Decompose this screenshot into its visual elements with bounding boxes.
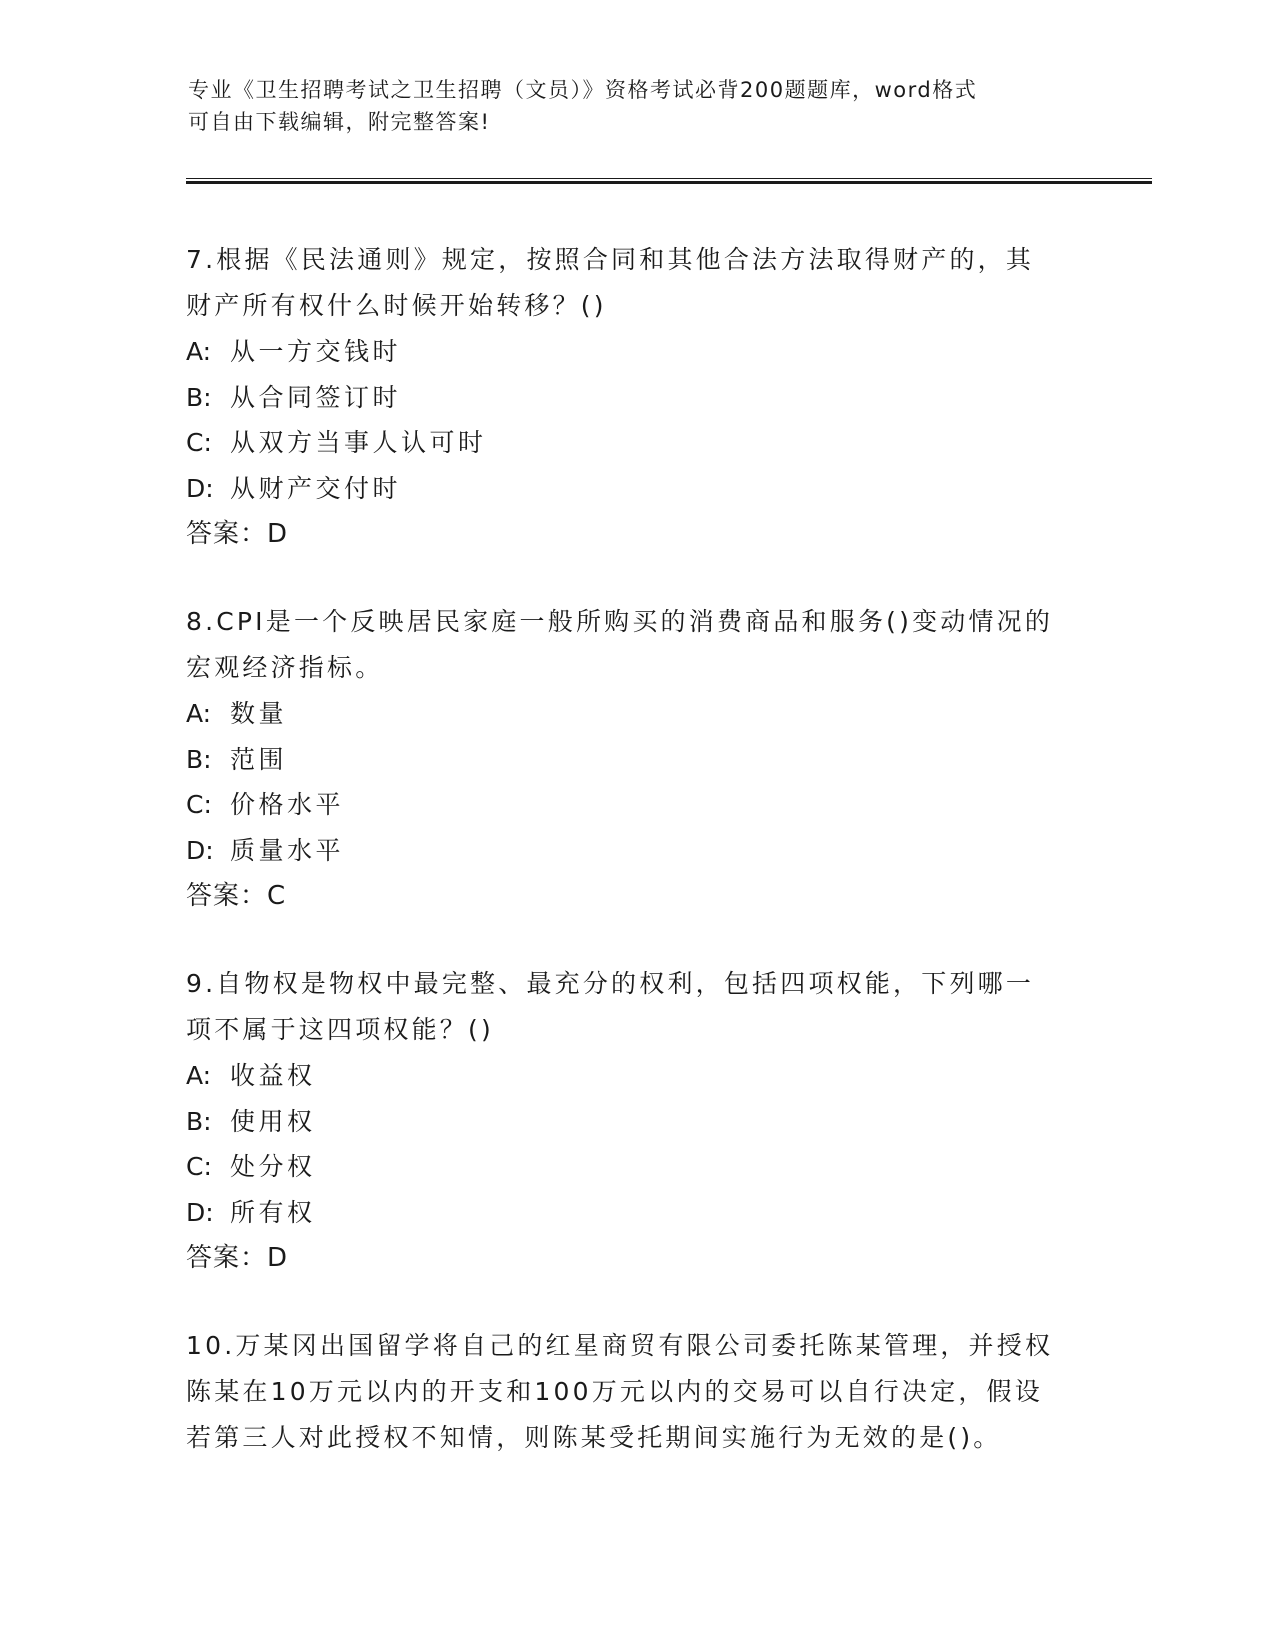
question-9 [186, 961, 1086, 1281]
question-8 [186, 599, 1086, 919]
option-text: 价格水平 [230, 790, 345, 819]
option-text: 从合同签订时 [230, 382, 402, 412]
option-text: 数量 [230, 699, 288, 728]
question-stem-line: 8.CPI是一个反映居民家庭一般所购买的消费商品和服务()变动情况的 [186, 607, 1054, 636]
question-stem [186, 1323, 1086, 1461]
option-key: B: [186, 1106, 212, 1136]
question-stem-line: 宏观经济指标。 [186, 653, 384, 682]
question-7 [186, 237, 1086, 557]
answer-line: 答案：D [186, 519, 289, 549]
option-text: 收益权 [230, 1061, 316, 1090]
question-stem [186, 599, 1086, 691]
option-c [186, 782, 1086, 828]
option-key: B: [186, 382, 212, 412]
option-d [186, 466, 1086, 512]
question-stem-line: 财产所有权什么时候开始转移？() [186, 291, 607, 320]
answer-line: 答案：C [186, 881, 287, 911]
option-text: 从一方交钱时 [230, 337, 402, 366]
option-key: A: [186, 699, 212, 728]
option-a [186, 691, 1086, 737]
question-stem-line: 9.自物权是物权中最完整、最充分的权利，包括四项权能，下列哪一 [186, 969, 1035, 998]
option-text: 使用权 [230, 1106, 316, 1136]
option-text: 处分权 [230, 1152, 316, 1181]
option-c [186, 1144, 1086, 1190]
page-header [188, 74, 1068, 138]
question-stem-line: 若第三人对此授权不知情，则陈某受托期间实施行为无效的是()。 [186, 1423, 1002, 1452]
option-key: C: [186, 428, 212, 457]
question-stem-line: 10.万某冈出国留学将自己的红星商贸有限公司委托陈某管理，并授权 [186, 1331, 1054, 1360]
option-text: 范围 [230, 744, 288, 774]
option-text: 质量水平 [230, 835, 345, 865]
option-key: A: [186, 1061, 212, 1090]
header-line-1: 专业《卫生招聘考试之卫生招聘（文员）》资格考试必背200题题库，word格式 [188, 78, 978, 102]
option-key: C: [186, 790, 212, 819]
option-text: 所有权 [230, 1197, 316, 1227]
question-list [186, 237, 1086, 1503]
option-d [186, 1190, 1086, 1236]
option-key: A: [186, 337, 212, 366]
header-divider [186, 178, 1152, 184]
option-d [186, 828, 1086, 874]
question-stem-line: 7.根据《民法通则》规定，按照合同和其他合法方法取得财产的，其 [186, 245, 1035, 274]
option-b [186, 1099, 1086, 1145]
answer-line: 答案：D [186, 1243, 289, 1273]
question-stem-line: 项不属于这四项权能？() [186, 1015, 494, 1044]
option-c [186, 420, 1086, 466]
option-key: D: [186, 473, 214, 503]
option-a [186, 1053, 1086, 1099]
option-key: B: [186, 744, 212, 774]
option-text: 从双方当事人认可时 [230, 428, 487, 457]
option-key: D: [186, 1197, 214, 1227]
option-text: 从财产交付时 [230, 473, 402, 503]
question-stem-line: 陈某在10万元以内的开支和100万元以内的交易可以自行决定，假设 [186, 1377, 1043, 1406]
question-10 [186, 1323, 1086, 1461]
option-a [186, 329, 1086, 375]
header-line-2: 可自由下载编辑，附完整答案! [188, 110, 491, 134]
option-key: C: [186, 1152, 212, 1181]
question-stem [186, 237, 1086, 329]
question-stem [186, 961, 1086, 1053]
option-key: D: [186, 835, 214, 865]
option-b [186, 375, 1086, 421]
option-b [186, 737, 1086, 783]
